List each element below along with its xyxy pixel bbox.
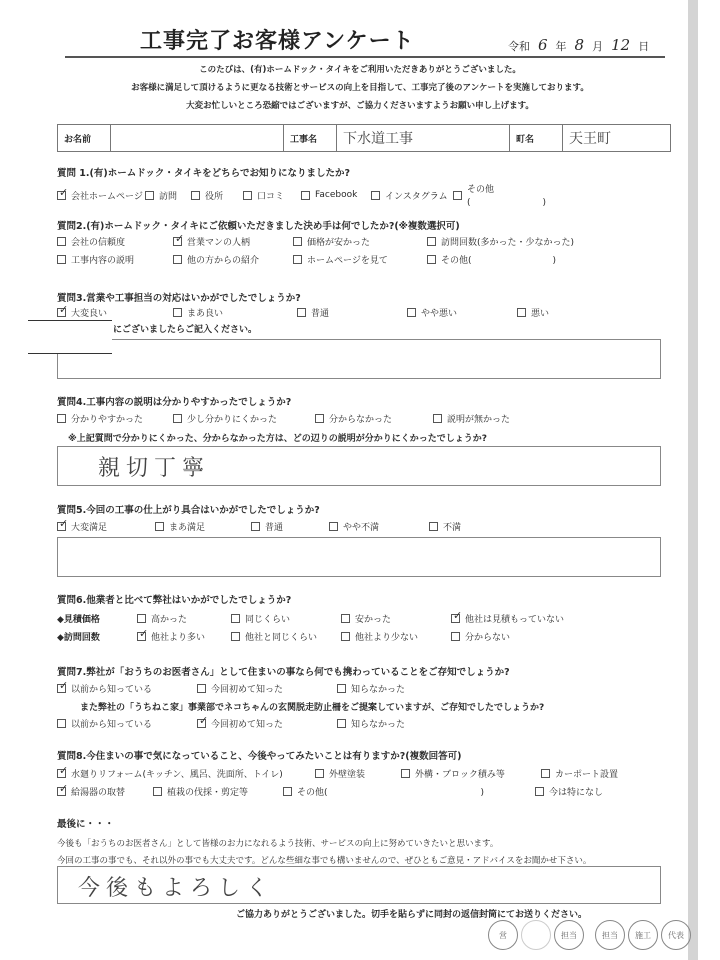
checkbox-option[interactable] bbox=[173, 235, 293, 248]
checkbox-icon[interactable] bbox=[231, 614, 240, 623]
option-label: 今は特になし bbox=[549, 788, 604, 798]
option-label: 大変良い bbox=[71, 309, 108, 319]
option-label: 悪い bbox=[531, 309, 550, 319]
option-label: 他社より少ない bbox=[355, 633, 419, 643]
q3-title: 質問3.営業や工事担当の対応はいかがでしたでしょうか? bbox=[57, 293, 301, 304]
checkbox-icon[interactable] bbox=[57, 719, 66, 728]
option-label: カーポート設置 bbox=[555, 770, 619, 780]
checkbox-icon[interactable] bbox=[283, 787, 292, 796]
checkbox-option[interactable] bbox=[173, 306, 297, 319]
q4-title: 質問4.工事内容の説明は分かりやすかったでしょうか? bbox=[57, 397, 292, 408]
checkbox-icon[interactable] bbox=[57, 237, 66, 246]
option-label: 他社と同じくらい bbox=[245, 633, 318, 643]
checkbox-option[interactable] bbox=[145, 182, 191, 208]
checkbox-option[interactable] bbox=[57, 682, 197, 695]
option-label: Facebook bbox=[315, 190, 358, 200]
checkbox-option[interactable] bbox=[57, 767, 315, 780]
checkbox-icon[interactable] bbox=[535, 787, 544, 796]
checkbox-icon[interactable] bbox=[243, 191, 252, 200]
checkbox-icon[interactable] bbox=[293, 237, 302, 246]
stamp: 営 bbox=[488, 920, 518, 950]
checkbox-option[interactable] bbox=[371, 182, 453, 208]
checkbox-option[interactable] bbox=[517, 306, 597, 319]
checkbox-option[interactable] bbox=[191, 182, 243, 208]
option-label: その他( ) bbox=[297, 788, 485, 798]
checkbox-icon[interactable] bbox=[429, 522, 438, 531]
checkbox-icon[interactable] bbox=[173, 308, 182, 317]
checkbox-option[interactable] bbox=[293, 253, 427, 266]
checkbox-option[interactable] bbox=[451, 612, 611, 625]
work-label: 工事名 bbox=[283, 125, 337, 151]
option-label: 役所 bbox=[205, 191, 224, 202]
q5-answer-box[interactable] bbox=[57, 537, 661, 577]
q6-row1-options bbox=[137, 612, 611, 625]
checkbox-icon[interactable] bbox=[315, 414, 324, 423]
town-value[interactable]: 天王町 bbox=[569, 131, 611, 147]
intro-line: お客様に満足して頂けるように更なる技術とサービスの向上を目指して、工事完了後のアンケートを実施しております。 bbox=[131, 83, 589, 93]
work-value[interactable]: 下水道工事 bbox=[337, 125, 510, 151]
q1-options-options bbox=[57, 182, 573, 208]
option-label: その他( ) bbox=[467, 185, 547, 208]
checkbox-icon[interactable] bbox=[173, 414, 182, 423]
option-label: 高かった bbox=[151, 615, 188, 625]
stamp: 担当 bbox=[595, 920, 625, 950]
checkbox-icon[interactable] bbox=[315, 769, 324, 778]
checkbox-option[interactable] bbox=[57, 412, 173, 425]
option-label: 給湯器の取替 bbox=[71, 788, 126, 798]
checkbox-option[interactable] bbox=[283, 785, 535, 798]
checkbox-icon[interactable] bbox=[57, 414, 66, 423]
checkbox-icon[interactable] bbox=[451, 632, 460, 641]
option-label: 会社の信頼度 bbox=[71, 238, 126, 248]
checkbox-option[interactable] bbox=[293, 235, 427, 248]
q7-row1-options bbox=[57, 682, 457, 695]
q6-title: 質問6.他業者と比べて弊社はいかがでしたでしょうか? bbox=[57, 595, 292, 606]
option-label: 訪問回数(多かった・少なかった) bbox=[441, 238, 575, 248]
option-label: 会社ホームページ bbox=[71, 191, 143, 202]
option-label: 口コミ bbox=[257, 191, 285, 202]
checkbox-icon[interactable] bbox=[293, 255, 302, 264]
checkbox-icon[interactable] bbox=[341, 632, 350, 641]
option-label: 価格が安かった bbox=[307, 238, 371, 248]
checkbox-icon[interactable] bbox=[231, 632, 240, 641]
checkbox-option[interactable] bbox=[231, 612, 341, 625]
month-unit: 月 bbox=[592, 40, 604, 53]
checkbox-icon[interactable] bbox=[191, 191, 200, 200]
option-label: その他( ) bbox=[441, 256, 557, 266]
checkbox-icon[interactable] bbox=[197, 684, 206, 693]
checkbox-icon[interactable] bbox=[153, 787, 162, 796]
checkbox-option[interactable] bbox=[297, 306, 407, 319]
checkbox-icon[interactable] bbox=[301, 191, 310, 200]
checkbox-icon[interactable] bbox=[173, 255, 182, 264]
checkbox-option[interactable] bbox=[231, 630, 341, 643]
stamp: 代表 bbox=[661, 920, 691, 950]
checked-checkbox-icon[interactable] bbox=[57, 684, 66, 693]
option-label: 知らなかった bbox=[351, 720, 406, 730]
checked-checkbox-icon[interactable] bbox=[57, 769, 66, 778]
checkbox-icon[interactable] bbox=[329, 522, 338, 531]
closing-answer-box[interactable] bbox=[57, 866, 661, 904]
closing-title: 最後に・・・ bbox=[57, 819, 115, 830]
option-label: 他社は見積もっていない bbox=[465, 615, 565, 625]
closing-line: 今回の工事の事でも、それ以外の事でも大丈夫です。どんな些細な事でも構いませんので、ぜひともご意見・アドバイスをお聞かせ下さい。 bbox=[57, 856, 592, 866]
q7-note: また弊社の「うちねこ家」事業部でネコちゃんの玄関脱走防止柵をご提案していますが、ご存知でしたでしょうか? bbox=[80, 703, 545, 713]
checkbox-option[interactable] bbox=[427, 253, 627, 266]
option-label: 外構・ブロック積み等 bbox=[415, 770, 505, 780]
checkbox-option[interactable] bbox=[341, 612, 451, 625]
option-label: 他の方からの紹介 bbox=[187, 256, 260, 266]
approval-stamps bbox=[488, 920, 691, 950]
checkbox-option[interactable] bbox=[137, 630, 231, 643]
option-label: 以前から知っている bbox=[71, 685, 153, 695]
checkbox-icon[interactable] bbox=[137, 614, 146, 623]
intro-line: このたびは、(有)ホームドック・タイキをご利用いただきありがとうございました。 bbox=[199, 65, 521, 75]
option-label: 分からなかった bbox=[329, 415, 393, 425]
checkbox-option[interactable] bbox=[407, 306, 517, 319]
checkbox-option[interactable] bbox=[301, 182, 371, 208]
checked-checkbox-icon[interactable] bbox=[173, 237, 182, 246]
option-label: 説明が無かった bbox=[447, 415, 511, 425]
option-label: 工事内容の説明 bbox=[71, 256, 135, 266]
q8-title: 質問8.今住まいの事で気になっていること、今後やってみたいことは有りますか?(複数回答可) bbox=[57, 751, 462, 762]
month: 8 bbox=[574, 36, 585, 54]
option-label: 普通 bbox=[265, 523, 284, 533]
closing-line: 今後も「おうちのお医者さん」として皆様のお力になれるよう技術、サービスの向上に努めていきたいと思います。 bbox=[57, 839, 499, 849]
checkbox-icon[interactable] bbox=[57, 255, 66, 264]
checkbox-option[interactable] bbox=[57, 235, 173, 248]
redaction bbox=[28, 320, 112, 354]
q4-answer-box[interactable] bbox=[57, 446, 661, 486]
q4-options-options bbox=[57, 412, 553, 425]
intro-line: 大変お忙しいところ恐縮ではございますが、ご協力くださいますようお願い申し上げます。 bbox=[186, 101, 534, 111]
checked-checkbox-icon[interactable] bbox=[57, 191, 66, 200]
checkbox-option[interactable] bbox=[541, 767, 651, 780]
checkbox-option[interactable] bbox=[401, 767, 541, 780]
checked-checkbox-icon[interactable] bbox=[197, 719, 206, 728]
checkbox-option[interactable] bbox=[329, 520, 429, 533]
day: 12 bbox=[611, 36, 631, 54]
name-label: お名前 bbox=[58, 125, 111, 151]
checkbox-option[interactable] bbox=[315, 767, 401, 780]
checked-checkbox-icon[interactable] bbox=[137, 632, 146, 641]
q6-row1-label: ◆見積価格 bbox=[57, 615, 100, 625]
checkbox-icon[interactable] bbox=[371, 191, 380, 200]
checkbox-option[interactable] bbox=[197, 717, 337, 730]
option-label: 分からない bbox=[465, 633, 511, 643]
checkbox-icon[interactable] bbox=[401, 769, 410, 778]
q6-row2-options bbox=[137, 630, 611, 643]
checkbox-icon[interactable] bbox=[297, 308, 306, 317]
option-label: 営業マンの人柄 bbox=[187, 238, 251, 248]
q5-options-options bbox=[57, 520, 509, 533]
checked-checkbox-icon[interactable] bbox=[451, 614, 460, 623]
option-label: インスタグラム bbox=[385, 191, 448, 202]
option-label: 他社より多い bbox=[151, 633, 206, 643]
title-rule bbox=[65, 56, 665, 58]
checkbox-option[interactable] bbox=[429, 520, 509, 533]
q8-row1-options bbox=[57, 767, 651, 780]
checkbox-icon[interactable] bbox=[427, 255, 436, 264]
thanks-text: ご協力ありがとうございました。切手を貼らずに同封の返信封筒にてお送りください。 bbox=[236, 910, 588, 920]
checkbox-icon[interactable] bbox=[433, 414, 442, 423]
option-label: 今回初めて知った bbox=[211, 720, 284, 730]
checkbox-option[interactable] bbox=[315, 412, 433, 425]
day-unit: 日 bbox=[638, 40, 650, 53]
checkbox-option[interactable] bbox=[57, 253, 173, 266]
option-label: 不満 bbox=[443, 523, 462, 533]
option-label: 水廻りリフォーム(キッチン、風呂、洗面所、トイレ) bbox=[71, 770, 283, 780]
checkbox-option[interactable] bbox=[433, 412, 553, 425]
option-label: 少し分かりにくかった bbox=[187, 415, 278, 425]
q3-options-options bbox=[57, 306, 597, 319]
option-label: ホームページを見て bbox=[307, 256, 388, 266]
checkbox-option[interactable] bbox=[173, 253, 293, 266]
checked-checkbox-icon[interactable] bbox=[57, 787, 66, 796]
checkbox-icon[interactable] bbox=[427, 237, 436, 246]
q8-row2-options bbox=[57, 785, 645, 798]
checkbox-option[interactable] bbox=[57, 306, 173, 319]
checkbox-option[interactable] bbox=[341, 630, 451, 643]
checkbox-icon[interactable] bbox=[517, 308, 526, 317]
town-label: 町名 bbox=[510, 125, 563, 151]
customer-info bbox=[57, 124, 671, 152]
scan-edge bbox=[688, 0, 698, 960]
checkbox-option[interactable] bbox=[137, 612, 231, 625]
q4-note: ※上記質問で分かりにくかった、分からなかった方は、どの辺りの説明が分かりにくかったでしょうか? bbox=[68, 434, 487, 444]
checkbox-option[interactable] bbox=[57, 182, 145, 208]
option-label: やや悪い bbox=[421, 309, 458, 319]
stamp: 担当 bbox=[554, 920, 584, 950]
page-title: 工事完了お客様アンケート bbox=[140, 29, 415, 54]
stamp: 施工 bbox=[628, 920, 658, 950]
option-label: まあ良い bbox=[187, 309, 224, 319]
q6-row2-label: ◆訪問回数 bbox=[57, 633, 100, 643]
checkbox-icon[interactable] bbox=[453, 191, 462, 200]
checkbox-icon[interactable] bbox=[251, 522, 260, 531]
checkbox-option[interactable] bbox=[173, 412, 315, 425]
year: 6 bbox=[538, 36, 548, 54]
stamp bbox=[521, 920, 551, 950]
checkbox-option[interactable] bbox=[427, 235, 627, 248]
checked-checkbox-icon[interactable] bbox=[57, 308, 66, 317]
checkbox-option[interactable] bbox=[337, 717, 457, 730]
checkbox-icon[interactable] bbox=[341, 614, 350, 623]
checkbox-option[interactable] bbox=[197, 682, 337, 695]
name-value[interactable] bbox=[111, 125, 283, 151]
option-label: 大変満足 bbox=[71, 523, 108, 533]
checkbox-option[interactable] bbox=[155, 520, 251, 533]
option-label: 外壁塗装 bbox=[329, 770, 366, 780]
checkbox-icon[interactable] bbox=[155, 522, 164, 531]
checkbox-icon[interactable] bbox=[541, 769, 550, 778]
checkbox-option[interactable] bbox=[251, 520, 329, 533]
checkbox-option[interactable] bbox=[337, 682, 457, 695]
option-label: 植栽の伐採・剪定等 bbox=[167, 788, 249, 798]
checkbox-icon[interactable] bbox=[337, 684, 346, 693]
option-label: 知らなかった bbox=[351, 685, 406, 695]
date bbox=[508, 36, 649, 54]
option-label: 訪問 bbox=[159, 191, 178, 202]
q2-title: 質問2.(有)ホームドック・タイキにご依頼いただきました決め手は何でしたか?(※複数選択可) bbox=[57, 221, 460, 232]
checkbox-option[interactable] bbox=[453, 182, 573, 208]
checkbox-icon[interactable] bbox=[337, 719, 346, 728]
option-label: 分かりやすかった bbox=[71, 415, 144, 425]
q1-title: 質問 1.(有)ホームドック・タイキをどちらでお知りになりましたか? bbox=[57, 168, 351, 179]
option-label: やや不満 bbox=[343, 523, 380, 533]
checkbox-option[interactable] bbox=[57, 717, 197, 730]
option-label: 普通 bbox=[311, 309, 330, 319]
checkbox-option[interactable] bbox=[535, 785, 645, 798]
q2-row1-options bbox=[57, 235, 627, 248]
q3-answer-box[interactable] bbox=[57, 339, 661, 379]
q7-row2-options bbox=[57, 717, 457, 730]
option-label: 同じくらい bbox=[245, 615, 291, 625]
checkbox-option[interactable] bbox=[153, 785, 283, 798]
checkbox-option[interactable] bbox=[57, 785, 153, 798]
checkbox-option[interactable] bbox=[451, 630, 611, 643]
checkbox-icon[interactable] bbox=[407, 308, 416, 317]
option-label: 以前から知っている bbox=[71, 720, 153, 730]
checkbox-icon[interactable] bbox=[145, 191, 154, 200]
option-label: 今回初めて知った bbox=[211, 685, 284, 695]
option-label: まあ満足 bbox=[169, 523, 206, 533]
q2-row2-options bbox=[57, 253, 627, 266]
checkbox-option[interactable] bbox=[57, 520, 155, 533]
q5-title: 質問5.今回の工事の仕上がり具合はいかがでしたでしょうか? bbox=[57, 505, 320, 516]
year-unit: 年 bbox=[555, 40, 567, 53]
q4-answer: 親切丁寧 bbox=[98, 456, 211, 481]
q7-title: 質問7.弊社が「おうちのお医者さん」として住まいの事なら何でも携わっていることをご存知でしょうか? bbox=[57, 667, 510, 678]
checkbox-option[interactable] bbox=[243, 182, 301, 208]
era: 令和 bbox=[508, 40, 530, 53]
q3-note: にございましたらご記入ください。 bbox=[113, 325, 258, 335]
closing-answer: 今後もよろしく bbox=[78, 876, 275, 901]
option-label: 安かった bbox=[355, 615, 392, 625]
checked-checkbox-icon[interactable] bbox=[57, 522, 66, 531]
